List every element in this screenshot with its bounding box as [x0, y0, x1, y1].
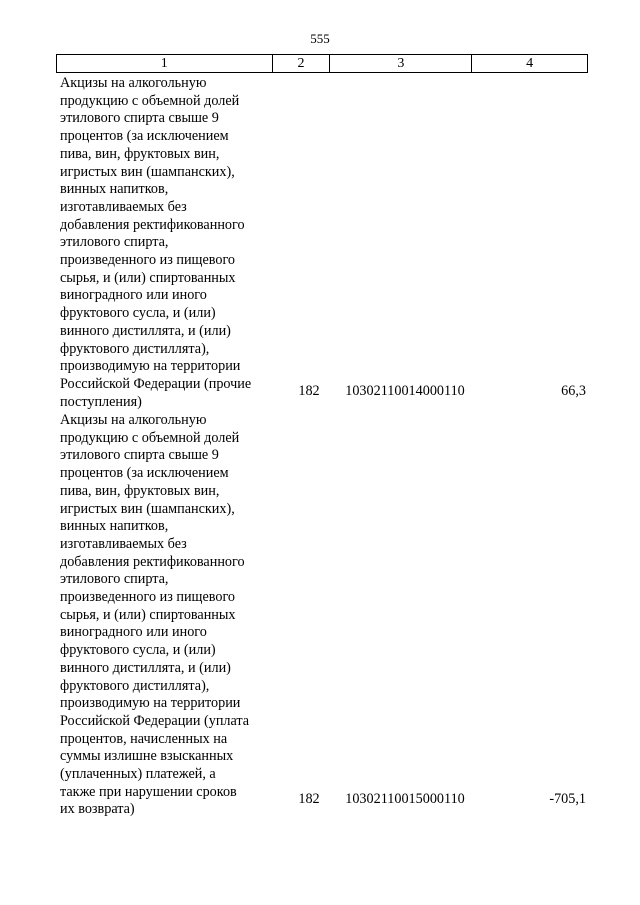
row-description: Акцизы на алкогольную продукцию с объемной долей этилового спирта свыше 9 процентов (за исключением пива, вин, фруктовых вин, игристых вин (шампанских), винных напитков, изготавливаемых без добавления ректификованного этилового спирта, произведенного из пищевого сырья, и (или) спиртованных виноградного или иного фруктового сусла, и (или) винного дистиллята, и (или) фруктового дистиллята), производимую на территории Российской Федерации (прочие поступления): [60, 75, 252, 410]
column-header-1: 1: [57, 55, 273, 72]
row-value: -705,1: [549, 791, 586, 807]
column-header-4: 4: [472, 55, 588, 72]
column-header-2: 2: [273, 55, 331, 72]
row-kbk-code: 10302110014000110: [345, 383, 465, 399]
row-description: Акцизы на алкогольную продукцию с объемной долей этилового спирта свыше 9 процентов (за исключением пива, вин, фруктовых вин, игристых вин (шампанских), винных напитков, изготавливаемых без добавления ректификованного этилового спирта, произведенного из пищевого сырья, и (или) спиртованных виноградного или иного фруктового сусла, и (или) винного дистиллята, и (или) фруктового дистиллята), производимую на территории Российской Федерации (уплата процентов, начисленных на суммы излишне взысканных (уплаченных) платежей, а также при нарушении сроков их возврата): [60, 412, 250, 818]
row-admin-code: 182: [298, 791, 320, 807]
row-value: 66,3: [561, 383, 586, 399]
table-header-row: [56, 54, 588, 73]
page-number: 555: [310, 31, 330, 46]
row-admin-code: 182: [298, 383, 320, 399]
row-bottom-line: [60, 791, 588, 809]
table-row: [60, 75, 588, 410]
table-row: [60, 412, 588, 818]
row-kbk-code: 10302110015000110: [345, 791, 465, 807]
row-bottom-line: [60, 383, 588, 401]
column-header-3: 3: [330, 55, 472, 72]
